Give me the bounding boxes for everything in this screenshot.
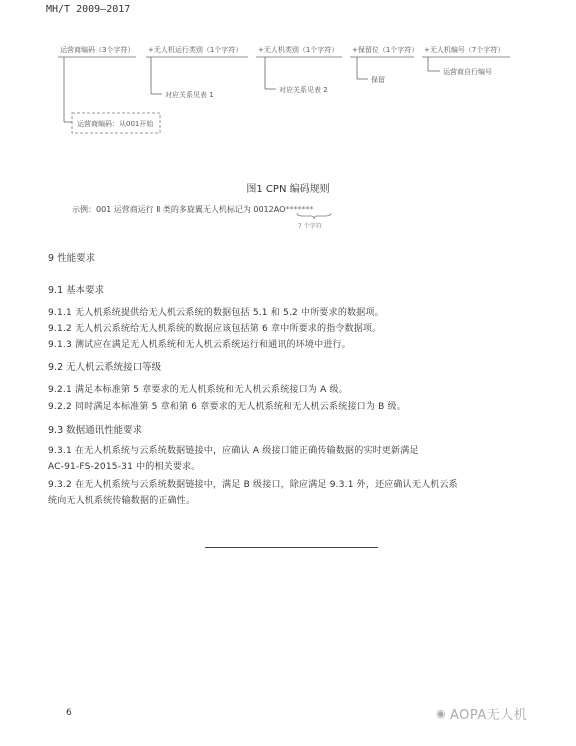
- section-9-2-title: 9.2 无人机云系统接口等级: [48, 362, 162, 373]
- section-9-1-title: 9.1 基本要求: [48, 285, 105, 296]
- para-9-1-3: 9.1.3 测试应在满足无人机系统和无人机云系统运行和通讯的环境中进行。: [48, 340, 351, 350]
- box-reserved: +保留位（1个字符）: [352, 46, 419, 54]
- box-uav-category: +无人机类别（1个字符）: [258, 46, 339, 54]
- sub-table1: 对应关系见表 1: [165, 91, 214, 99]
- example-line: [72, 204, 313, 215]
- example-tail: *******: [285, 205, 314, 214]
- page-number: 6: [66, 708, 72, 718]
- box-operator-code: 运营商编码（3个字符）: [60, 46, 135, 54]
- para-9-3-2-line1: 9.3.2 在无人机系统与云系统数据链接中，满足 B 级接口，除应满足 9.3.1 外，还应确认无人机云系: [48, 480, 458, 490]
- end-rule: [205, 547, 378, 548]
- box-operation-category: +无人机运行类别（1个字符）: [148, 46, 243, 54]
- box-uav-number: +无人机编号（7个字符）: [424, 46, 505, 54]
- wechat-icon: ◉: [436, 707, 446, 720]
- para-9-3-1-line2: AC-91-FS-2015-31 中的相关要求。: [48, 462, 201, 472]
- example-brace: [296, 212, 332, 220]
- watermark: AOPA无人机: [450, 708, 528, 723]
- sub-self-number: 运营商自行编号: [443, 68, 492, 76]
- cpn-diagram: [0, 0, 576, 200]
- para-9-2-2: 9.2.2 同时满足本标准第 5 章和第 6 章要求的无人机系统和无人机云系统接口为 B 级。: [48, 402, 406, 412]
- sub-table2: 对应关系见表 2: [279, 86, 328, 94]
- para-9-3-2-line2: 统向无人机系统传输数据的正确性。: [48, 496, 196, 506]
- example-note: 7 个字符: [298, 223, 322, 230]
- figure-caption: 图1 CPN 编码规则: [246, 184, 330, 195]
- para-9-2-1: 9.2.1 满足本标准第 5 章要求的无人机系统和无人机云系统接口为 A 级。: [48, 385, 348, 395]
- para-9-1-1: 9.1.1 无人机系统提供给无人机云系统的数据包括 5.1 和 5.2 中所要求的数据项。: [48, 308, 384, 318]
- para-9-1-2: 9.1.2 无人机云系统给无人机系统的数据应该包括第 6 章中所要求的指令数据项。: [48, 324, 382, 334]
- example-text: 示例：001 运营商运行 Ⅱ 类的多旋翼无人机标记为 0012AO: [72, 205, 286, 214]
- sub-reserved: 保留: [371, 76, 385, 84]
- section-9-title: 9 性能要求: [48, 253, 96, 264]
- doc-code-header: MH/T 2009—2017: [46, 4, 131, 15]
- dashed-note: 运营商编码：从001开始: [77, 120, 154, 128]
- section-9-3-title: 9.3 数据通讯性能要求: [48, 425, 143, 436]
- para-9-3-1-line1: 9.3.1 在无人机系统与云系统数据链接中，应确认 A 级接口能正确传输数据的实时更新满足: [48, 446, 419, 456]
